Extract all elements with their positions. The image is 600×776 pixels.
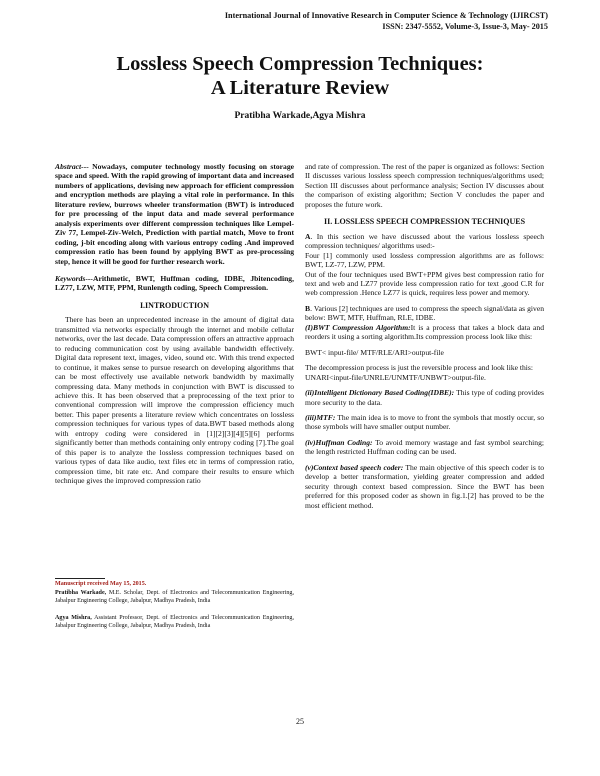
introduction-text: There has been an unprecedented increase in the amount of digital data transmitted via networks especially through the internet and mobile cellular networks, over the last decade. Data compression offers an attractive approach to reducing communication cost by using available bandwidth effectively. Digital data represent text, images, video, sound etc. With this trend expected to continue, it makes sense to pursue research on developing algorithms that can be most effectively use available network bandwidth by maximally compressing data. Many methods in conjunction with BWT is discussed to achieve this. It has been observed that a preprocessing of the text prior to conventional compression will improve the compression efficiency much better. This paper presents a literature review which concentrates on lossless compression techniques for various types of data.BWT based methods along with entropy coding were considered in [1][2][3][4][5][6] performs significantly better than methods containing only entropy coding [7].The goal of this paper is to analyze the lossless compression techniques based on various types of data like audio, text files etc in terms of compression ratio, compression time, bit rate etc. And compare their results to ensure which technique gives the improved compression ratio [55, 315, 294, 486]
para-b-label: B [305, 303, 311, 313]
author1-footnote [55, 590, 294, 606]
author2-footnote-text: Assistant Professor, Dept. of Electronics and Telecommunication Engineering, Jabalpur Engineering College, Jabalpur, Madhya Pradesh, India [55, 615, 294, 629]
journal-issn: ISSN: 2347-5552, Volume-3, Issue-3, May- 2015 [382, 22, 548, 31]
title-line-1: Lossless Speech Compression Techniques: [116, 53, 484, 75]
decompression-para [305, 363, 544, 382]
keywords [55, 274, 294, 293]
abstract-text: Nowadays, computer technology mostly focusing on storage space and speed. With the rapid growing of important data and increased numbers of applications, devising new approach for efficient compression and encryption methods are playing a vital role in performance. In this literature review, burrows wheeler transformation (BWT) is introduced for pre processing of the input data and made several performance analysis experiments over different compression techniques like Lempel-Ziv 77, Lempel-Ziv-Welch, Prediction with partial match, Move to front coding, j-bit encoding along with various entropy coding .And improved compression ratio has been found by applying BWT as pre-processing step, hence it will be good for further research work. [55, 162, 294, 266]
para-b-text: . Various [2] techniques are used to compress the speech signal/data as given below: BWT, MTF, Huffman, RLE, IDBE. [305, 303, 544, 323]
mtf-label: (iii)MTF: [305, 412, 336, 422]
decompression-flow: UNARI<input-file/UNRLE/UNMTF/UNBWT>output-file. [305, 372, 486, 382]
para-b [305, 304, 544, 342]
decompression-text: The decompression process is just the reversible process and look like this: [305, 363, 533, 373]
para-a-text: . In this section we have discussed about the various lossless speech compression techniques/ algorithms used:- [305, 231, 544, 251]
cbsc-text: The main objective of this speech coder is to develop a better transformation, yielding greater compression and added security through context based compression. Since the BWT has been preferred for this proposed coder as shown in fig.1.[2] has proved to be the most efficient method. [305, 462, 545, 510]
author1-footnote-text: M.E. Scholar, Dept. of Electronics and Telecommunication Engineering, Jabalpur Engineering College, Jabalpur, Madhya Pradesh, India [55, 590, 294, 604]
keywords-label: Keywords--- [55, 273, 93, 283]
bwt-item-label: (I)BWT Compression Algorithm: [305, 322, 411, 332]
intro-continuation: and rate of compression. The rest of the paper is organized as follows: Section II discusses various lossless speech compression techniques/algorithms used; Section III discusses about performance analysis; Section IV discusses about the comparison of existing algorithm; Section V concludes the paper and proposes the future work. [305, 162, 544, 209]
idbe-label: (ii)Intelligent Dictionary Based Coding(IDBE): [305, 388, 455, 398]
huffman-label: (iv)Huffman Coding: [305, 437, 373, 447]
paper-authors: Pratibha Warkade,Agya Mishra [234, 111, 366, 121]
journal-header [148, 10, 548, 32]
cbsc-item [305, 463, 544, 510]
right-column [305, 162, 544, 516]
title-line-2: A Literature Review [210, 77, 390, 99]
idbe-item [305, 388, 544, 407]
huffman-text: To avoid memory wastage and fast symbol searching; the length restricted Huffman coding can be used. [305, 437, 544, 457]
huffman-item [305, 438, 544, 457]
para-a-label: A [305, 231, 311, 241]
author2-footnote [55, 615, 294, 631]
keywords-text: Arithmetic, BWT, Huffman coding, IDBE, Jbitencoding, LZ77, LZW, MTF, PPM, Runlength coding, Speech Compression. [55, 273, 294, 293]
mtf-item [305, 413, 544, 432]
out-of-four-text: Out of the four techniques used BWT+PPM gives best compression ratio for text and web and LZ77 provide less compression ratio for text ,good C.R for web compression .Hence LZ77 is quick, requires less power and memory. [305, 269, 544, 298]
mtf-text: The main idea is to move to front the symbols that mostly occur, so those symbols will have smaller output number. [305, 412, 544, 432]
author2-footnote-name: Agya Mishra, [55, 615, 92, 621]
section2-heading: II. LOSSLESS SPEECH COMPRESSION TECHNIQUES [323, 217, 526, 227]
para-a [305, 232, 544, 298]
cbsc-label: (v)Context based speech coder: [305, 462, 404, 472]
introduction-heading: I.INTRODUCTION [139, 300, 210, 310]
page-number: 25 [296, 717, 304, 726]
abstract-label: Abstract--- [55, 162, 89, 171]
bwt-flow: BWT< input-file/ MTF/RLE/ARI>output-file [305, 347, 444, 357]
idbe-text: This type of coding provides more security to the data. [305, 388, 544, 407]
manuscript-received: Manuscript received May 15, 2015. [55, 581, 147, 587]
paper-title [0, 52, 600, 100]
author1-footnote-name: Pratibha Warkade, [55, 590, 107, 596]
four-algorithms-text: Four [1] commonly used lossless compression algorithms are as follows: BWT, LZ-77, LZW, PPM. [305, 250, 544, 270]
footnote-divider [55, 578, 105, 579]
journal-name: International Journal of Innovative Research in Computer Science & Technology (IJIRCST) [224, 11, 548, 20]
abstract [55, 162, 294, 266]
left-column [55, 162, 294, 492]
bwt-item-text: It is a process that takes a block data and reorders it using a sorting algorithm.Its compression process look like this: [305, 322, 544, 342]
